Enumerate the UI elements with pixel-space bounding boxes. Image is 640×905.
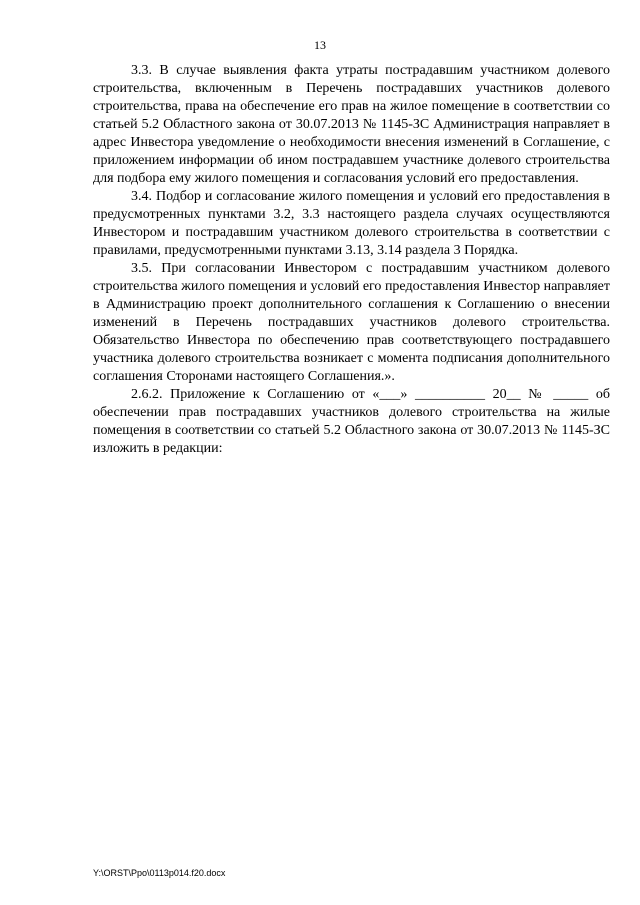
paragraph-3-4: 3.4. Подбор и согласование жилого помещения и условий его предоставления в предусмотренных пунктами 3.2, 3.3 настоящего раздела случаях осуществляются Инвестором и пострадавшим участником долевого строительства в соответствии с правилами, предусмотренными пунктами 3.13, 3.14 раздела 3 Порядка. bbox=[93, 189, 610, 258]
paragraph-3-3: 3.3. В случае выявления факта утраты пострадавшим участником долевого строительства, включенным в Перечень пострадавших участников долевого строительства, права на обеспечение его прав на жилое помещение в соответствии со статьей 5.2 Областного закона от 30.07.2013 № 1145-ЗС Администрация направляет в адрес Инвестора уведомление о необходимости внесения изменений в Соглашение, с приложением информации об ином пострадавшем участнике долевого строительства для подбора ему жилого помещения и согласования условий его предоставления. bbox=[93, 63, 610, 186]
footer-file-path: Y:\ORST\Ppo\0113p014.f20.docx bbox=[93, 868, 226, 878]
document-body bbox=[93, 62, 610, 458]
paragraph-2-6-2: 2.6.2. Приложение к Соглашению от «___» __________ 20__ № _____ об обеспечении прав пострадавших участников долевого строительства на жилые помещения в соответствии со статьей 5.2 Областного закона от 30.07.2013 № 1145-ЗС изложить в редакции: bbox=[93, 387, 610, 456]
paragraph-3-5: 3.5. При согласовании Инвестором с пострадавшим участником долевого строительства жилого помещения и условий его предоставления Инвестор направляет в Администрацию проект дополнительного соглашения к Соглашению о внесении изменений в Перечень пострадавших участников долевого строительства. Обязательство Инвестора по обеспечению прав соответствующего пострадавшего участника долевого строительства возникает с момента подписания дополнительного соглашения Сторонами настоящего Соглашения.». bbox=[93, 261, 610, 384]
page-number: 13 bbox=[314, 38, 326, 52]
